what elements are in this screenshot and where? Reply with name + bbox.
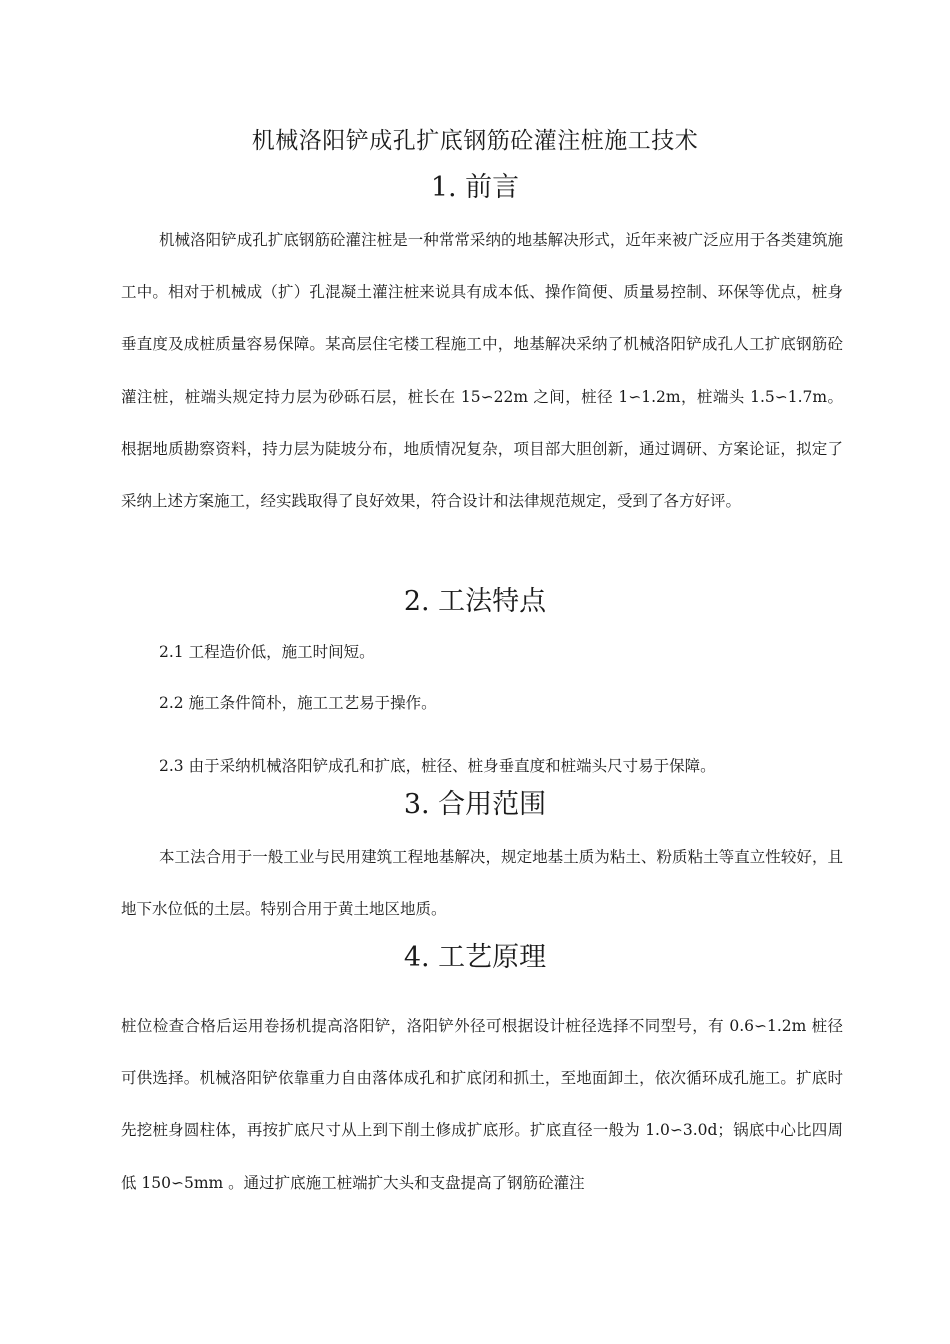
document-title: 机械洛阳铲成孔扩底钢筋砼灌注桩施工技术 bbox=[251, 128, 699, 154]
principle-paragraph: 桩位检查合格后运用卷扬机提高洛阳铲，洛阳铲外径可根据设计桩径选择不同型号，有 0.6∽1.2m 桩径可供选择。机械洛阳铲依靠重力自由落体成孔和扩底闭和抓土，至地面卸土，依次循环成孔施工。扩底时先挖桩身圆柱体，再按扩底尺寸从上到下削土修成扩底形。扩底直径一般为 1.0∽3.0d；锅底中心比四周低 150∽5mm 。通过扩底施工桩端扩大头和支盘提高了钢筋砼灌注 bbox=[121, 1017, 843, 1192]
section-heading-preface: 1. 前言 bbox=[430, 172, 520, 203]
preface-paragraph: 机械洛阳铲成孔扩底钢筋砼灌注桩是一种常常采纳的地基解决形式，近年来被广泛应用于各类建筑施工中。相对于机械成（扩）孔混凝土灌注桩来说具有成本低、操作简便、质量易控制、环保等优点，桩身垂直度及成桩质量容易保障。某高层住宅楼工程施工中，地基解决采纳了机械洛阳铲成孔人工扩底钢筋砼灌注桩，桩端头规定持力层为砂砾石层，桩长在 15∽22m 之间，桩径 1∽1.2m，桩端头 1.5∽1.7m。根据地质勘察资料，持力层为陡坡分布，地质情况复杂，项目部大胆创新，通过调研、方案论证，拟定了采纳上述方案施工，经实践取得了良好效果，符合设计和法律规范规定，受到了各方好评。 bbox=[121, 231, 843, 511]
scope-paragraph: 本工法合用于一般工业与民用建筑工程地基解决，规定地基土质为粘土、粉质粘土等直立性较好，且地下水位低的土层。特别合用于黄土地区地质。 bbox=[121, 848, 843, 919]
section-heading-features: 2. 工法特点 bbox=[403, 586, 547, 617]
section-heading-scope: 3. 合用范围 bbox=[403, 789, 547, 820]
feature-item-2: 2.2 施工条件简朴，施工工艺易于操作。 bbox=[159, 694, 437, 712]
feature-item-3: 2.3 由于采纳机械洛阳铲成孔和扩底，桩径、桩身垂直度和桩端头尺寸易于保障。 bbox=[159, 757, 716, 775]
feature-item-1: 2.1 工程造价低，施工时间短。 bbox=[159, 643, 375, 661]
section-heading-principle: 4. 工艺原理 bbox=[403, 942, 547, 973]
